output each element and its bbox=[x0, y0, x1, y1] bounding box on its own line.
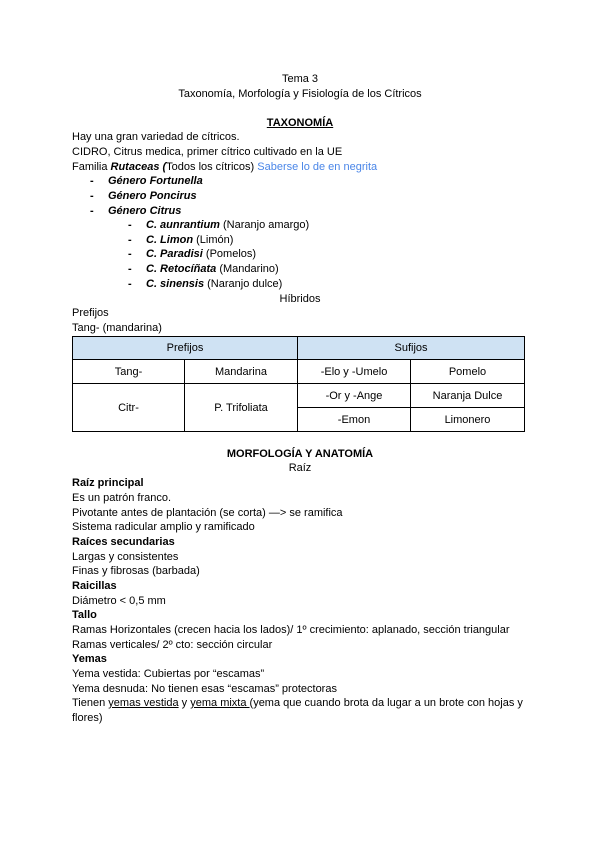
table-row bbox=[73, 384, 525, 408]
table-cell: Citr- bbox=[73, 384, 185, 432]
species-item: - C. Limon (Limón) bbox=[128, 234, 234, 246]
table-cell: Naranja Dulce bbox=[411, 384, 525, 408]
section-heading: Raicillas bbox=[72, 580, 117, 592]
familia-note: Saberse lo de en negrita bbox=[257, 161, 378, 173]
text-line: Sistema radicular amplio y ramificado bbox=[72, 521, 255, 533]
section-heading: Raíz principal bbox=[72, 477, 144, 489]
text-line: Ramas Horizontales (crecen hacia los lados)/ 1º crecimiento: aplanado, sección triangular bbox=[72, 624, 510, 636]
table-cell: -Emon bbox=[298, 408, 411, 432]
table-cell: Mandarina bbox=[185, 360, 298, 384]
text-line: Pivotante antes de plantación (se corta) —> se ramifica bbox=[72, 507, 343, 519]
table-row bbox=[73, 360, 525, 384]
genus-item: - Género Fortunella bbox=[90, 175, 203, 187]
text-line: Ramas verticales/ 2º cto: sección circular bbox=[72, 639, 273, 651]
tang-line: Tang- (mandarina) bbox=[72, 322, 162, 334]
familia-prefix: Familia bbox=[72, 161, 111, 173]
table-cell: -Or y -Ange bbox=[298, 384, 411, 408]
text-line: Finas y fibrosas (barbada) bbox=[72, 565, 200, 577]
table-cell: Limonero bbox=[411, 408, 525, 432]
header-sufijos: Sufijos bbox=[298, 337, 525, 360]
species-item: - C. Paradisi (Pomelos) bbox=[128, 248, 257, 260]
section-heading: Raíces secundarias bbox=[72, 536, 175, 548]
text-line: Largas y consistentes bbox=[72, 551, 179, 563]
raiz-subheading: Raíz bbox=[288, 462, 312, 474]
familia-line bbox=[72, 160, 377, 174]
table-cell: Tang- bbox=[73, 360, 185, 384]
prefix-suffix-table bbox=[72, 336, 525, 432]
species-item: - C. aunrantium (Naranjo amargo) bbox=[128, 219, 310, 231]
table-header-row bbox=[73, 337, 525, 360]
text-line: CIDRO, Citrus medica, primer cítrico cultivado en la UE bbox=[72, 146, 343, 158]
table-cell: -Elo y -Umelo bbox=[298, 360, 411, 384]
text-line: Diámetro < 0,5 mm bbox=[72, 595, 166, 607]
text-line: Yema desnuda: No tienen esas “escamas” protectoras bbox=[72, 683, 337, 695]
species-item: - C. Retocíñata (Mandarino) bbox=[128, 263, 279, 275]
familia-name: Rutaceas ( bbox=[110, 161, 167, 173]
morfologia-heading: MORFOLOGÍA Y ANATOMÍA bbox=[226, 448, 374, 460]
text-line: Hay una gran variedad de cítricos. bbox=[72, 131, 240, 143]
text-line: Yema vestida: Cubiertas por “escamas” bbox=[72, 668, 265, 680]
hibridos-label: Híbridos bbox=[279, 293, 321, 305]
prefijos-label: Prefijos bbox=[72, 307, 109, 319]
topic-number: Tema 3 bbox=[281, 73, 319, 85]
species-item: - C. sinensis (Naranjo dulce) bbox=[128, 278, 283, 290]
text-line: flores) bbox=[72, 712, 103, 724]
header-prefijos: Prefijos bbox=[73, 337, 298, 360]
table-cell: Pomelo bbox=[411, 360, 525, 384]
text-line: Tienen yemas vestida y yema mixta (yema que cuando brota da lugar a un brote con hojas y bbox=[72, 697, 523, 709]
familia-rest: Todos los cítricos) bbox=[166, 161, 258, 173]
genus-item: - Género Citrus bbox=[90, 205, 182, 217]
document-title: Taxonomía, Morfología y Fisiología de los Cítricos bbox=[178, 88, 422, 100]
genus-item: - Género Poncirus bbox=[90, 190, 197, 202]
section-heading: Tallo bbox=[72, 609, 97, 621]
text-line: Es un patrón franco. bbox=[72, 492, 172, 504]
section-heading: Yemas bbox=[72, 653, 107, 665]
taxonomia-heading: TAXONOMÍA bbox=[266, 117, 334, 129]
table-cell: P. Trifoliata bbox=[185, 384, 298, 432]
